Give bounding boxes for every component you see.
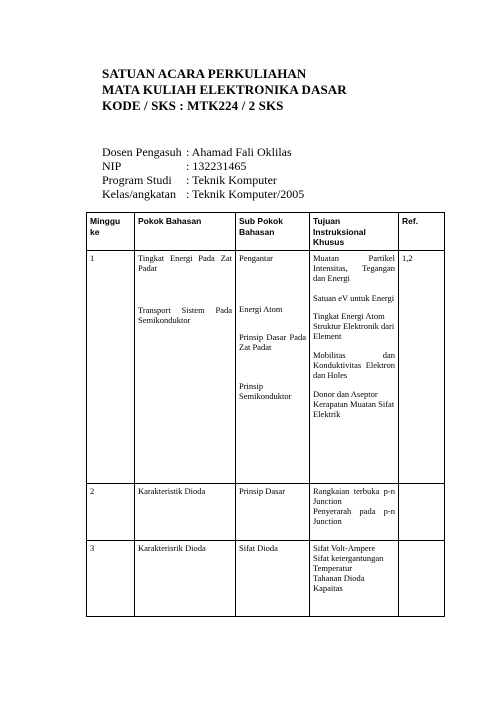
subtopic-item: Prinsip Dasar Pada Zat Padat — [239, 331, 306, 352]
info-value: : 132231465 — [186, 159, 247, 173]
topic-item: Tingkat Energi Pada Zat Padat — [138, 252, 232, 273]
table-row — [87, 250, 445, 483]
title-line-1: SATUAN ACARA PERKULIAHAN — [102, 66, 307, 81]
info-value: : Teknik Komputer — [186, 173, 277, 187]
objective-item: Struktur Elektronik dari Element — [313, 320, 395, 341]
table-row — [87, 540, 445, 616]
header-week: Minggu ke — [87, 213, 135, 251]
subtopic-item: Energi Atom — [239, 303, 283, 314]
objective-item: Penyerarah pada p-n Junction — [313, 505, 395, 526]
document-title — [102, 66, 347, 114]
header-objective: Tujuan Instruksional Khusus — [310, 213, 399, 251]
objective-item: Donor dan Aseptor Kerapatan Muatan Sifat Elektrik — [313, 388, 395, 419]
cell-subtopic — [236, 483, 310, 540]
header-ref: Ref. — [399, 213, 445, 251]
syllabus-table — [86, 212, 445, 617]
header-subtopic: Sub Pokok Bahasan — [236, 213, 310, 251]
cell-objective — [310, 483, 399, 540]
cell-ref — [399, 483, 445, 540]
objective-item: Mobilitas dan Konduktivitas Elektron dan Holes — [313, 349, 395, 380]
info-row-lecturer — [102, 145, 304, 159]
cell-objective — [310, 250, 399, 483]
subtopic-item: Sifat Dioda — [239, 542, 278, 553]
subtopic-item: Prinsip Dasar — [239, 485, 286, 496]
objective-item: Tingkat Energi Atom — [313, 310, 385, 321]
info-row-class — [102, 187, 304, 201]
table-header-row — [87, 213, 445, 251]
header-topic: Pokok Bahasan — [135, 213, 236, 251]
info-row-nip — [102, 159, 304, 173]
cell-subtopic — [236, 540, 310, 616]
objective-item: Sifat Volt-Ampere — [313, 542, 376, 553]
topic-item: Transport Sistem Pada Semikonduktor — [138, 304, 232, 325]
info-label: Dosen Pengasuh — [102, 145, 182, 159]
cell-topic — [135, 540, 236, 616]
topic-item: Karakteristik Dioda — [138, 485, 206, 496]
info-row-program — [102, 173, 304, 187]
objective-item: Sifat ketergantungan Temperatur — [313, 552, 384, 573]
objective-item: Tahanan Dioda — [313, 572, 365, 583]
cell-ref — [399, 540, 445, 616]
table-row — [87, 483, 445, 540]
info-value: : Teknik Komputer/2005 — [186, 187, 305, 201]
topic-item: Karakterisrik Dioda — [138, 542, 206, 553]
objective-item: Kapaitas — [313, 582, 343, 593]
cell-objective — [310, 540, 399, 616]
subtopic-item: Prinsip Semikonduktor — [239, 380, 292, 401]
info-label: Kelas/angkatan — [102, 187, 176, 201]
title-line-2: MATA KULIAH ELEKTRONIKA DASAR — [102, 82, 347, 97]
cell-ref: 1,2 — [399, 250, 445, 483]
cell-subtopic — [236, 250, 310, 483]
cell-topic — [135, 483, 236, 540]
objective-item: Rangkaian terbuka p-n Junction — [313, 485, 395, 506]
title-line-3: KODE / SKS : MTK224 / 2 SKS — [102, 98, 284, 113]
info-label: NIP — [102, 159, 122, 173]
info-label: Program Studi — [102, 173, 172, 187]
objective-item: Satuan eV untuk Energi — [313, 292, 395, 303]
objective-item: Muatan Partikel Intensitas, Tegangan dan Energi — [313, 252, 395, 283]
cell-topic — [135, 250, 236, 483]
cell-week: 3 — [87, 540, 135, 616]
cell-week: 1 — [87, 250, 135, 483]
cell-week: 2 — [87, 483, 135, 540]
course-info — [102, 145, 304, 201]
subtopic-item: Pengantar — [239, 252, 273, 263]
info-value: : Ahamad Fali Oklilas — [186, 145, 292, 159]
